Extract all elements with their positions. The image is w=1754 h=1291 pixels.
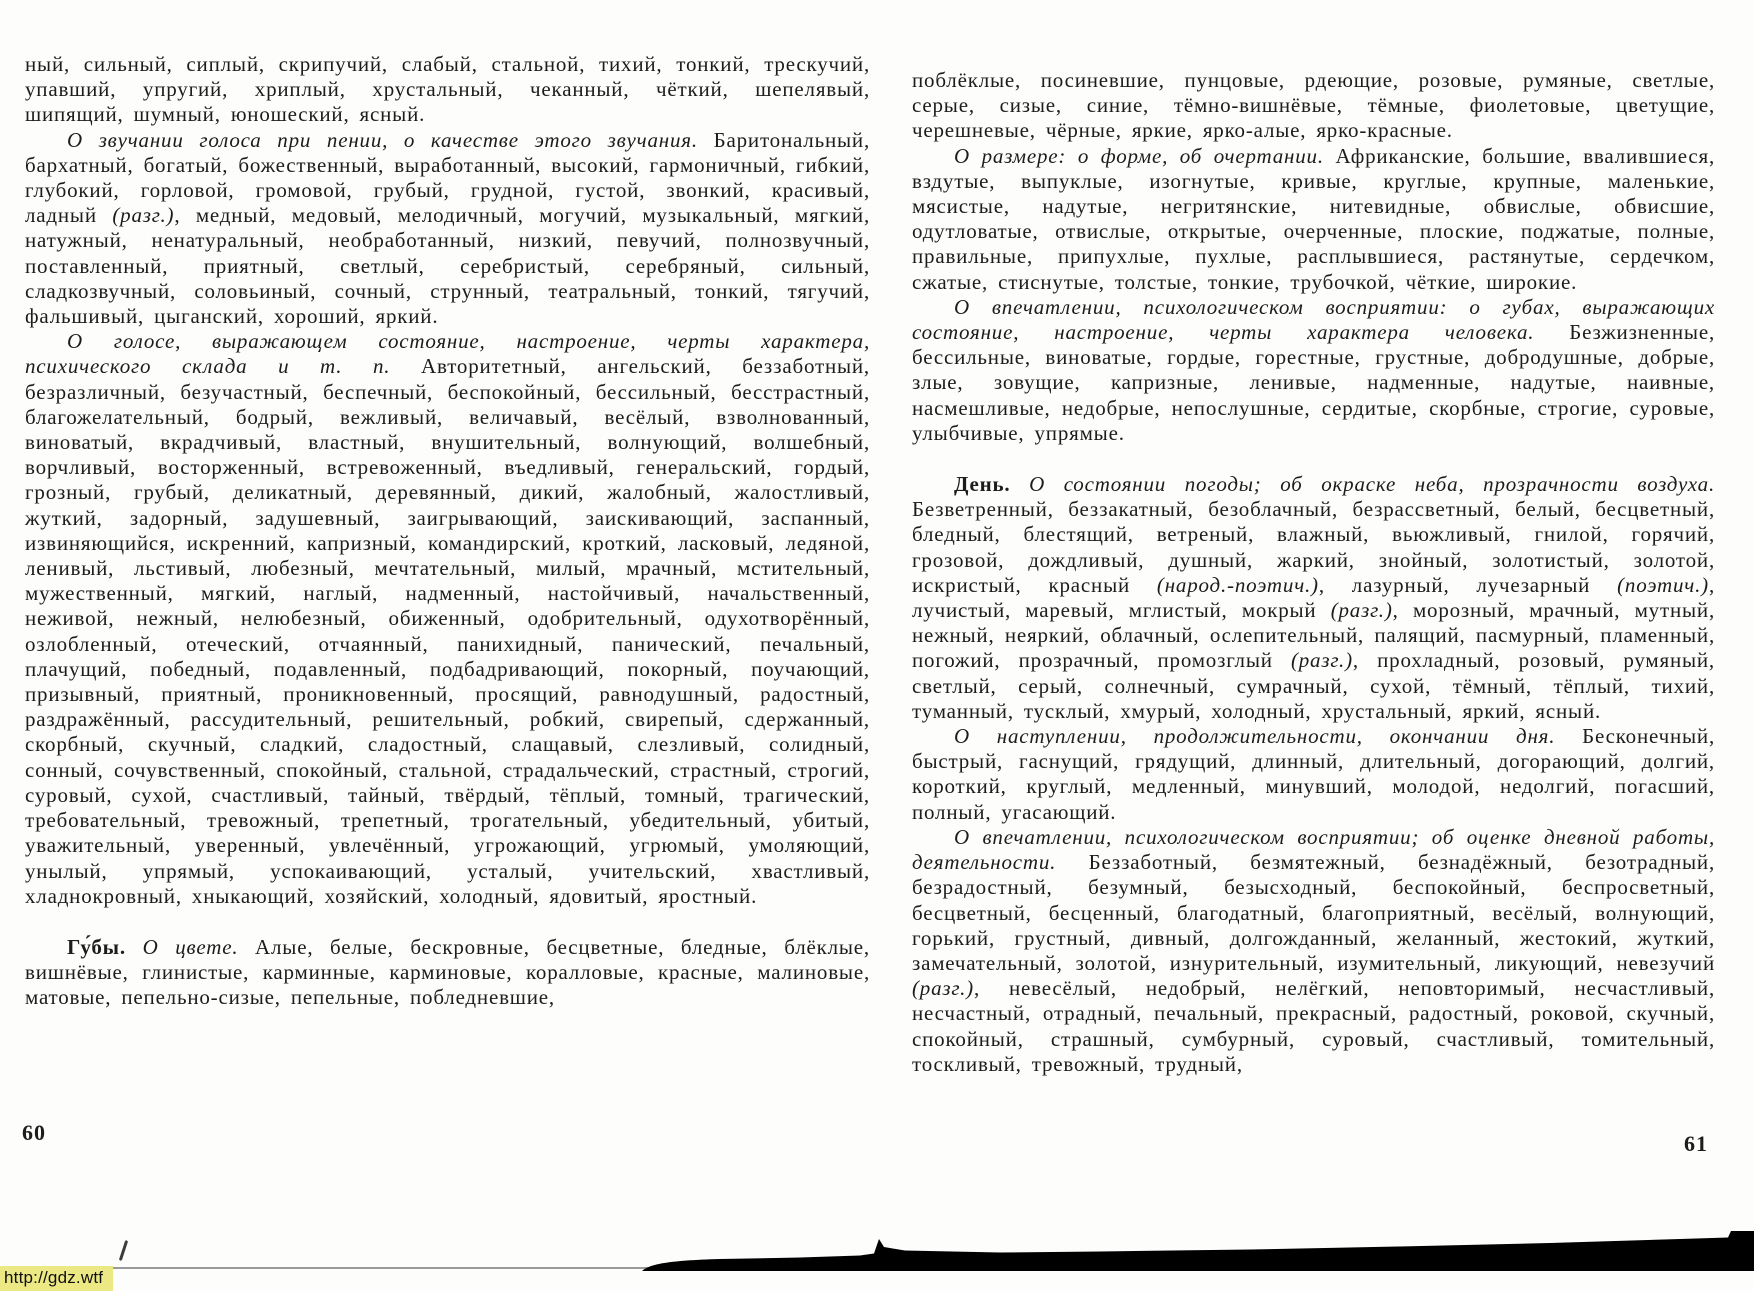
epithet-list: поблёклые, посиневшие, пунцовые, рдеющие, розовые, румяные, светлые, серые, сизые, синие, тёмно-вишнёвые, тёмные, фиолетовые, цветущие, черешневые, чёрные, яркие, ярко-алые, ярко-красные.: [912, 68, 1715, 143]
sense-label: О размере: о форме, об очертании.: [954, 143, 1324, 168]
sense-label: О впечатлении, психологическом восприятии; об оценке дневной работы, деятельности.: [912, 824, 1715, 875]
sense-label: (разг.): [1290, 648, 1353, 673]
epithet-list: Бесконечный, быстрый, гаснущий, грядущий, длинный, длительный, догорающий, долгий, короткий, круглый, медленный, минувший, молодой, недолгий, погасший, полный, угасающий.: [912, 724, 1715, 824]
paragraph: [912, 68, 1715, 144]
sense-label: (народ.-поэтич.): [1156, 572, 1319, 597]
watermark-link: http://gdz.wtf: [0, 1266, 113, 1291]
epithet-list: , прохладный, розовый, румяный, светлый, серый, солнечный, сумрачный, сухой, тёмный, тёплый, тихий, туманный, тусклый, хмурый, холодный, хрустальный, яркий, ясный.: [912, 648, 1715, 723]
paragraph: [912, 724, 1715, 825]
paragraph: [912, 825, 1715, 1077]
paragraph: [912, 295, 1715, 446]
epithet-list: , лучистый, маревый, мглистый, мокрый: [912, 572, 1715, 623]
page-61: [912, 68, 1715, 1077]
entry-headword: Гу́бы.: [67, 934, 126, 959]
sense-label: (разг.): [912, 976, 974, 1001]
paragraph: [912, 472, 1715, 724]
epithet-list: , медный, медовый, мелодичный, могучий, музыкальный, мягкий, натужный, ненатуральный, необработанный, низкий, певучий, полнозвучный, поставленный, приятный, светлый, серебристый, серебряный, сильный, сладкозвучный, соловьиный, сочный, струнный, театральный, тонкий, тягучий, фальшивый, цыганский, хороший, яркий.: [25, 203, 870, 329]
paragraph: [25, 128, 870, 330]
sense-label: О впечатлении, психологическом восприятии: о губах, выражающих состояние, настроение, черты характера человека.: [912, 294, 1715, 345]
epithet-list: Беззаботный, безмятежный, безнадёжный, безотрадный, безрадостный, безумный, безысходный, беспокойный, беспросветный, бесцветный, бесценный, благодатный, благоприятный, весёлый, волнующий, горький, грустный, дивный, долгожданный, желанный, жестокий, жуткий, замечательный, золотой, изнурительный, изумительный, ликующий, невезучий: [912, 850, 1715, 975]
sense-label: О наступлении, продолжительности, окончании дня.: [954, 724, 1556, 749]
sense-label: (разг.): [112, 203, 175, 228]
sense-label: О звучании голоса при пении, о качестве этого звучания.: [67, 127, 698, 152]
epithet-list: Баритональный, бархатный, богатый, божественный, выработанный, высокий, гармоничный, гибкий, глубокий, горловой, громовой, грубый, грудной, густой, звонкий, красивый, ладный: [25, 127, 871, 228]
epithet-list: Авторитетный, ангельский, беззаботный, безразличный, безучастный, беспечный, беспокойный, бессильный, бесстрастный, благожелательный, бодрый, вежливый, величавый, весёлый, взволнованный, виноватый, вкрадчивый, властный, внушительный, волнующий, волшебный, ворчливый, восторженный, встревоженный, въедливый, генеральский, гордый, грозный, грубый, деликатный, деревянный, дикий, жалобный, жалостливый, жуткий, задорный, задушевный, заигрывающий, заискивающий, заспанный, извиняющийся, искренний, капризный, командирский, кроткий, ласковый, ледяной, ленивый, льстивый, любезный, мечтательный, милый, мрачный, мстительный, мужественный, мягкий, наглый, надменный, настойчивый, начальственный, неживой, нежный, нелюбезный, обиженный, одобрительный, одухотворённый, озлобленный, отеческий, отчаянный, панихидный, панический, печальный, плачущий, победный, подавленный, подбадривающий, покорный, поучающий, призывный, приятный, проникновенный, просящий, равнодушный, радостный, раздражённый, рассудительный, решительный, робкий, свирепый, сдержанный, скорбный, скучный, сладкий, сладостный, слащавый, слезливый, солидный, сонный, сочувственный, спокойный, стальной, страдальческий, страстный, строгий, суровый, сухой, счастливый, тайный, твёрдый, тёплый, томный, трагический, требовательный, тревожный, трепетный, трогательный, убедительный, убитый, уважительный, уверенный, увлечённый, угрожающий, угрюмый, умоляющий, унылый, упрямый, успокаивающий, усталый, учительский, хвастливый, хладнокровный, хныкающий, хозяйский, холодный, ядовитый, яростный.: [25, 354, 870, 908]
epithet-list: , невесёлый, недобрый, нелёгкий, неповторимый, несчастливый, несчастный, отрадный, печальный, прекрасный, радостный, роковой, скучный, спокойный, страшный, сумбурный, суровый, счастливый, томительный, тоскливый, тревожный, трудный,: [912, 976, 1715, 1076]
paragraph: [912, 144, 1715, 295]
paragraph: [25, 329, 870, 909]
epithet-list: Африканские, большие, ввалившиеся, вздутые, выпуклые, изогнутые, кривые, круглые, крупные, маленькие, мясистые, надутые, негритянские, нитевидные, обвислые, обвисшие, одутловатые, отвислые, открытые, очерченные, плоские, поджатые, полные, правильные, припухлые, пухлые, расплывшиеся, растянутые, сердечком, сжатые, стиснутые, толстые, тонкие, трубочкой, чёткие, широкие.: [912, 143, 1715, 294]
epithet-list: Алые, белые, бескровные, бесцветные, бледные, блёклые, вишнёвые, глинистые, карминные, карминовые, коралловые, красные, малиновые, матовые, пепельно-сизые, пепельные, побледневшие,: [25, 934, 870, 1010]
epithet-list: , лазурный, лучезарный: [1318, 572, 1618, 597]
paragraph: [25, 52, 870, 128]
page-60: [25, 52, 870, 1011]
epithet-list: Безветренный, беззакатный, безоблачный, безрассветный, белый, бесцветный, бледный, блестящий, ветреный, влажный, вьюжливый, гнилой, горячий, грозовой, дождливый, душный, жаркий, знойный, золотистый, золотой, искристый, красный: [912, 497, 1715, 597]
sense-label: (поэтич.): [1617, 572, 1709, 597]
epithet-list: ный, сильный, сиплый, скрипучий, слабый, стальной, тихий, тонкий, трескучий, упавший, упругий, хриплый, хрустальный, чеканный, чёткий, шепелявый, шипящий, шумный, юношеский, ясный.: [25, 52, 870, 127]
epithet-list: Безжизненные, бессильные, виноватые, гордые, горестные, грустные, добродушные, добрые, злые, зовущие, капризные, ленивые, надменные, надутые, наивные, насмешливые, недобрые, непослушные, сердитые, скорбные, строгие, суровые, улыбчивые, упрямые.: [912, 320, 1715, 445]
entry-headword: День.: [954, 472, 1011, 497]
paragraph: [25, 935, 870, 1011]
page-number-right: 61: [1684, 1131, 1708, 1156]
sense-label: О состоянии погоды; об окраске неба, прозрачности воздуха.: [1010, 472, 1715, 497]
sense-label: О цвете.: [125, 934, 239, 959]
scan-shadow: [0, 1231, 1754, 1291]
sense-label: О голосе, выражающем состояние, настроение, черты характера, психического склада и т. п.: [25, 329, 870, 379]
sense-label: (разг.): [1330, 598, 1393, 623]
epithet-list: , морозный, мрачный, мутный, нежный, неяркий, облачный, ослепительный, палящий, пасмурный, пламенный, погожий, прозрачный, промозглый: [912, 598, 1715, 673]
page-number-left: 60: [22, 1120, 46, 1145]
